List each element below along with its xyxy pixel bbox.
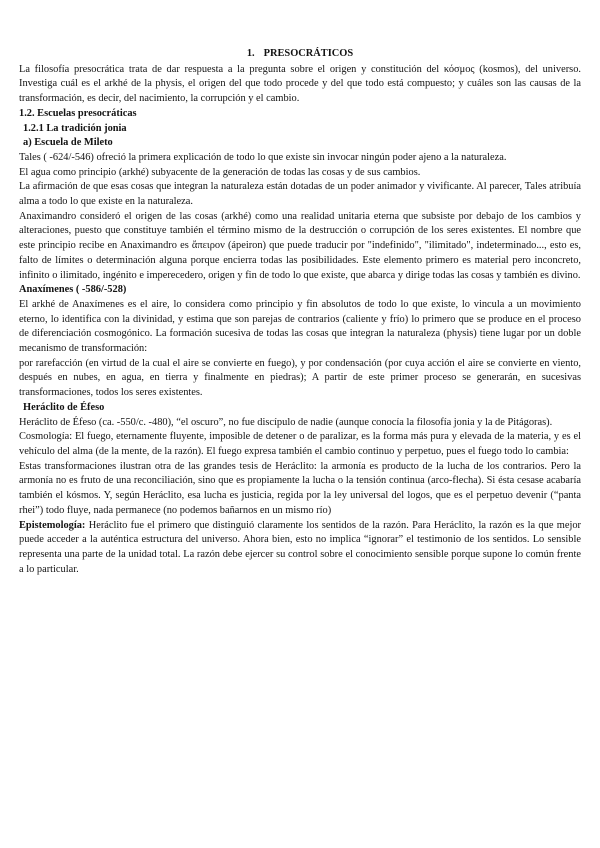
anaximenes-paragraph-2: por rarefacción (en virtud de la cual el aire se convierte en fuego), y por condensación (por cuya acción el aire se convierte en viento, después en nubes, en agua, en tierra y finalmente en piedras); A partir de este primer proceso se generarán, en sucesivas transformaciones, todos los seres existentes. bbox=[19, 357, 581, 399]
title-text: PRESOCRÁTICOS bbox=[263, 48, 354, 59]
heraclito-paragraph-1: Heráclito de Éfeso (ca. -550/c. -480), “el oscuro”, no fue discípulo de nadie (aunque conocía la filosofía jonia y la de Pitágoras). bbox=[19, 416, 553, 428]
heading-heraclito: Heráclito de Éfeso bbox=[23, 401, 105, 413]
title-number: 1. bbox=[246, 48, 255, 59]
anaximenes-paragraph-1: El arkhé de Anaxímenes es el aire, lo considera como principio y fin absolutos de todo lo que existe, lo vincula a un movimiento eterno, lo identifica con la divinidad, y estima que son parejas de contrarios (caliente y frío) lo primero que se produce en el proceso de diferenciación cosmogónico. La formación sucesiva de todas las cosas que integran la naturaleza (physis) tiene lugar por un doble mecanismo de transformación: bbox=[19, 298, 581, 355]
epistemologia-paragraph bbox=[19, 519, 581, 578]
page-title bbox=[19, 47, 581, 62]
anaximandro-paragraph: Anaximandro consideró el origen de las cosas (arkhé) como una realidad unitaria eterna que subsiste por debajo de los cambios y alteraciones, puesto que constituye también el término mismo de la destrucción o corrupción de los seres existentes. El nombre que este principio recibe en Anaximandro es ἄπειρον (ápeiron) que puede traducir por "indefinido", "ilimitado", indeterminado..., esto es, falto de límites o determinación alguna porque encierra todas las posibilidades. Este elemento primero es material pero inconcreto, infinito o ilimitado, ingénito e imperecedero, origen y fin de todo lo que existe, que abarca y dirige todas las cosas y también es divino. bbox=[19, 210, 581, 281]
tales-paragraph-3: La afirmación de que esas cosas que integran la naturaleza están dotadas de un poder animador y vivificante. Al parecer, Tales atribuía alma a todo lo que existe en la naturaleza. bbox=[19, 181, 581, 208]
tales-paragraph-1: Tales ( -624/-546) ofreció la primera explicación de todo lo que existe sin invocar ningún poder ajeno a la naturaleza. bbox=[19, 151, 507, 163]
document-page bbox=[19, 47, 581, 577]
heading-anaximenes: Anaxímenes ( -586/-528) bbox=[19, 284, 127, 296]
epistemologia-text: Heráclito fue el primero que distinguió claramente los sentidos de la razón. Para Heráclito, la razón es la que mejor puede acceder a la auténtica estructura del universo. Ahora bien, esto no implica “ignorar” el testimonio de los sentidos. Lo sensible representa una parte de la unidad total. La razón debe ejercer su control sobre el conocimiento sensible porque supone lo común frente a lo particular. bbox=[19, 519, 581, 575]
heading-escuela-mileto: a) Escuela de Mileto bbox=[23, 137, 113, 149]
epistemologia-label: Epistemología: bbox=[19, 519, 86, 531]
heading-tradicion-jonia: 1.2.1 La tradición jonia bbox=[23, 122, 127, 134]
tales-paragraph-2: El agua como principio (arkhé) subyacente de la generación de todas las cosas y de sus cambios. bbox=[19, 166, 421, 178]
heraclito-paragraph-3: Estas transformaciones ilustran otra de las grandes tesis de Heráclito: la armonía es producto de la lucha de los contrarios. Pero la armonía no es fruto de una reconciliación, sino que es propiamente la lucha o la tensión continua (arco-flecha). Si ésta cesase acabaría también el kósmos. Y, según Heráclito, esa lucha es justicia, regida por la ley universal del logos, que es el perpetuo devenir (“panta rhei”) todo fluye, nada permanece (no podemos bañarnos en un mismo río) bbox=[19, 460, 581, 516]
intro-paragraph: La filosofía presocrática trata de dar respuesta a la pregunta sobre el origen y constitución del κόσμος (kosmos), del universo. Investiga cuál es el arkhé de la physis, el origen del que todo procede y del que todo está compuesto; y cuáles son las causas de la transformación, es decir, del nacimiento, la corrupción y el cambio. bbox=[19, 63, 581, 105]
heading-escuelas: 1.2. Escuelas presocráticas bbox=[19, 107, 137, 119]
heraclito-paragraph-2: Cosmología: El fuego, eternamente fluyente, imposible de detener o de paralizar, es la forma más pura y elevada de la materia, y es el vehículo del alma (de la mente, de la razón). El fuego expresa también el cambio continuo y perpetuo, pues el fuego todo lo cambia: bbox=[19, 431, 581, 457]
